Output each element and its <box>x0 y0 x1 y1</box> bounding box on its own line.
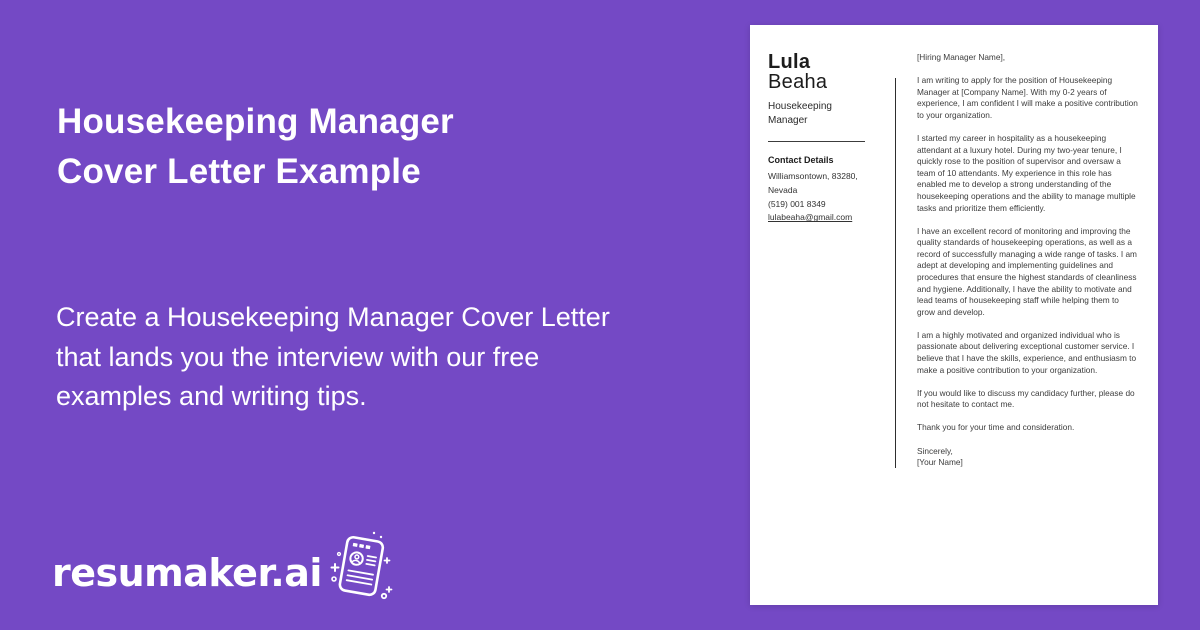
letter-paragraph: I am a highly motivated and organized individual who is passionate about delivering exceptional customer service. I believe that I have the skills, experience, and enthusiasm to make a positive contribution to your organization. <box>917 329 1137 375</box>
contact-address-line2: Nevada <box>768 184 798 195</box>
letter-paragraph: Thank you for your time and consideration. <box>917 422 1075 433</box>
contact-details-heading: Contact Details <box>768 155 834 165</box>
cover-letter-body <box>917 52 1139 480</box>
vertical-divider <box>895 78 896 468</box>
contact-details <box>768 170 896 225</box>
page-subtitle-line3: examples and writing tips. <box>56 381 367 411</box>
contact-phone: (519) 001 8349 <box>768 198 826 209</box>
brand-logo <box>52 534 394 611</box>
candidate-first-name: Lula <box>768 51 811 73</box>
page-title-line2: Cover Letter Example <box>57 152 421 191</box>
page-subtitle-line2: that lands you the interview with our free <box>56 341 540 372</box>
letter-signature: [Your Name] <box>917 457 963 468</box>
letter-paragraph: I am writing to apply for the position of Housekeeping Manager at [Company Name]. With my 0-2 years of experience, I am confident I will make a positive contribution to your organization. <box>917 75 1138 120</box>
letter-greeting: [Hiring Manager Name], <box>917 52 1006 62</box>
contact-address-line1: Williamsontown, 83280, <box>768 171 858 181</box>
page-subtitle <box>56 298 610 417</box>
brand-logo-text: resumaker.ai <box>52 550 322 595</box>
cover-letter-sidebar <box>768 52 896 225</box>
letter-paragraph: I started my career in hospitality as a housekeeping attendant at a luxury hotel. During my two-year tenure, I quickly rose to the position of supervisor and oversaw a team of 10 attendants. My experience in this role has enabled me to develop a strong understanding of the housekeeping operations and the ability to manage multiple tasks and prioritize them efficiently. <box>917 132 1136 213</box>
page-subtitle-line1: Create a Housekeeping Manager Cover Letter <box>56 302 610 332</box>
contact-email-link[interactable]: lulabeaha@gmail.com <box>768 212 853 223</box>
page-title-line1: Housekeeping Manager <box>57 102 454 141</box>
candidate-name <box>768 52 896 92</box>
letter-sign-off: Sincerely, <box>917 445 953 456</box>
letter-paragraph: I have an excellent record of monitoring and improving the quality standards of housekeeping operations, as well as a record of successfully managing a wide range of tasks. I am adept at developing and implementing guidelines and procedures that ensure the highest standards of cleanliness and hygiene. Additionally, I have the ability to motivate and lead teams of housekeeping staff while helping them to grow and develop. <box>917 225 1137 317</box>
resume-document-icon <box>328 528 394 611</box>
letter-closing <box>917 446 1139 469</box>
letter-paragraph: If you would like to discuss my candidacy further, please do not hesitate to contact me. <box>917 387 1135 410</box>
candidate-last-name: Beaha <box>768 71 828 93</box>
candidate-job-title: Housekeeping Manager <box>768 101 832 126</box>
cover-letter-preview <box>750 25 1158 605</box>
page-title <box>57 97 454 197</box>
sidebar-divider <box>768 141 865 142</box>
